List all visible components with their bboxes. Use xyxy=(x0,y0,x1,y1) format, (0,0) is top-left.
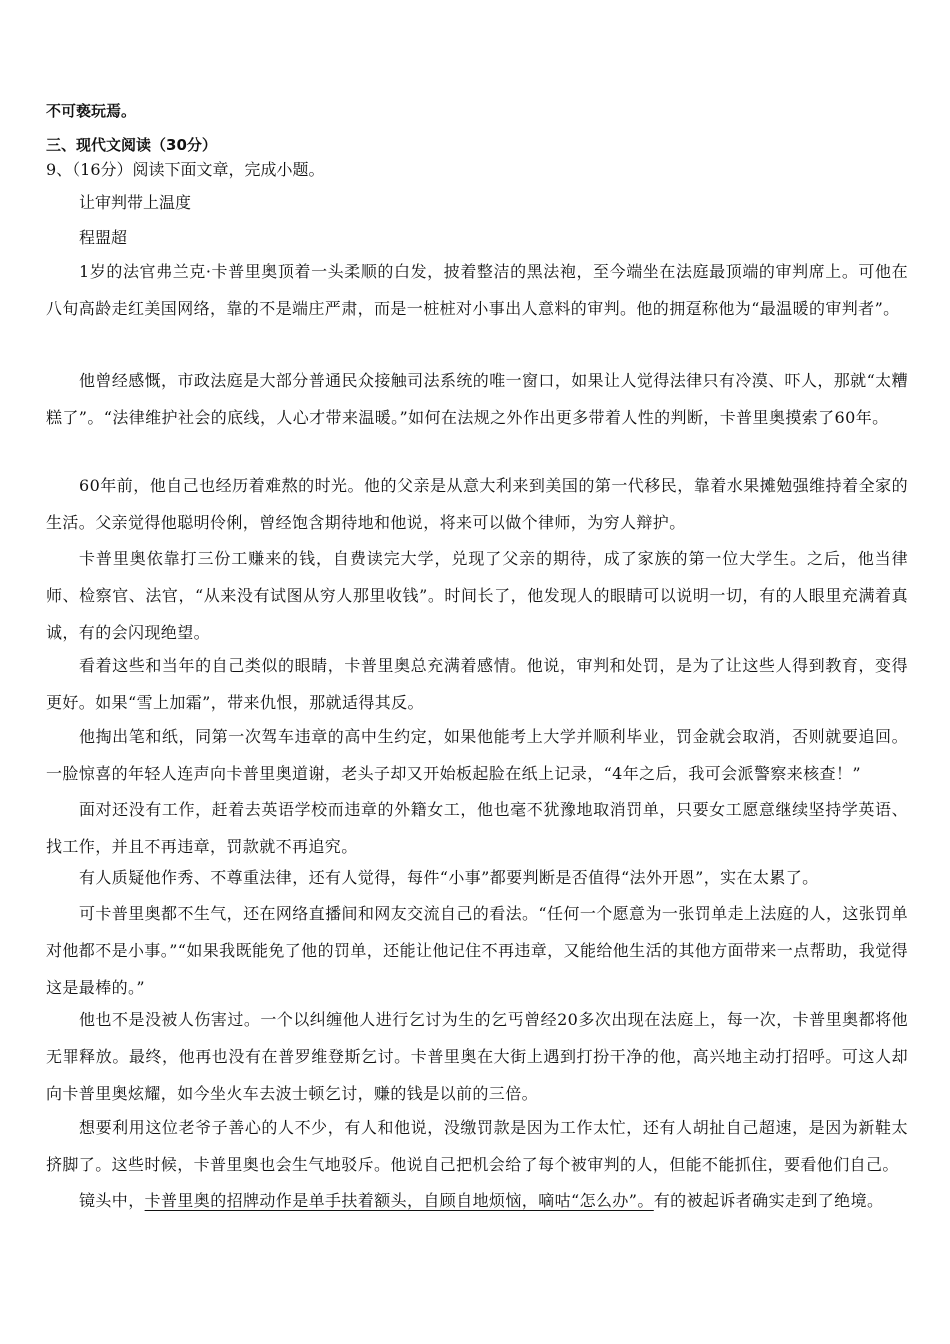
paragraph: 他掏出笔和纸，同第一次驾车违章的高中生约定，如果他能考上大学并顺利毕业，罚金就会取消，否则就要追回。一脸惊喜的年轻人连声向卡普里奥道谢，老头子却又开始板起脸在纸上记录，“4年之后，我可会派警察来核查！” xyxy=(46,727,908,783)
question-prompt: 9、（16分）阅读下面文章，完成小题。 xyxy=(46,160,325,179)
paragraph: 卡普里奥依靠打三份工赚来的钱，自费读完大学，兑现了父亲的期待，成了家族的第一位大学生。之后，他当律师、检察官、法官，“从来没有试图从穷人那里收钱”。时间长了，他发现人的眼睛可以说明一切，有的人眼里充满着真诚，有的会闪现绝望。 xyxy=(46,549,908,642)
last-para-suffix: 有的被起诉者确实走到了绝境。 xyxy=(653,1191,884,1210)
article-author: 程盟超 xyxy=(79,228,128,247)
previous-text-tail: 不可亵玩焉。 xyxy=(46,102,137,120)
paragraph: 有人质疑他作秀、不尊重法律，还有人觉得，每件“小事”都要判断是否值得“法外开恩”，实在太累了。 xyxy=(79,868,819,887)
paragraph: 60年前，他自己也经历着难熬的时光。他的父亲是从意大利来到美国的第一代移民，靠着水果摊勉强维持着全家的生活。父亲觉得他聪明伶俐，曾经饱含期待地和他说，将来可以做个律师，为穷人辩护。 xyxy=(46,476,908,532)
paragraph: 看着这些和当年的自己类似的眼睛，卡普里奥总充满着感情。他说，审判和处罚，是为了让这些人得到教育，变得更好。如果“雪上加霜”，带来仇恨，那就适得其反。 xyxy=(46,656,908,712)
paragraph: 他也不是没被人伤害过。一个以纠缠他人进行乞讨为生的乞丐曾经20多次出现在法庭上，每一次，卡普里奥都将他无罪释放。最终，他再也没有在普罗维登斯乞讨。卡普里奥在大街上遇到打扮干净的他，高兴地主动打招呼。可这人却向卡普里奥炫耀，如今坐火车去波士顿乞讨，赚的钱是以前的三倍。 xyxy=(46,1010,908,1103)
paragraph: 1岁的法官弗兰克·卡普里奥顶着一头柔顺的白发，披着整洁的黑法袍，至今端坐在法庭最顶端的审判席上。可他在八旬高龄走红美国网络，靠的不是端庄严肃，而是一桩桩对小事出人意料的审判。他的拥趸称他为“最温暖的审判者”。 xyxy=(46,262,908,318)
paragraph: 可卡普里奥都不生气，还在网络直播间和网友交流自己的看法。“任何一个愿意为一张罚单走上法庭的人，这张罚单对他都不是小事。”“如果我既能免了他的罚单，还能让他记住不再违章，又能给他生活的其他方面带来一点帮助，我觉得这是最棒的。” xyxy=(46,904,908,997)
underlined-sentence: 卡普里奥的招牌动作是单手扶着额头，自顾自地烦恼，嘀咕“怎么办”。 xyxy=(144,1191,654,1210)
section-title: 三、现代文阅读（30分） xyxy=(46,136,217,154)
paragraph: 面对还没有工作，赶着去英语学校而违章的外籍女工，他也毫不犹豫地取消罚单，只要女工愿意继续坚持学英语、找工作，并且不再违章，罚款就不再追究。 xyxy=(46,800,908,856)
article-title: 让审判带上温度 xyxy=(79,193,192,212)
paragraph-last xyxy=(46,1182,908,1219)
last-para-prefix: 镜头中， xyxy=(79,1191,145,1210)
paragraph: 他曾经感慨，市政法庭是大部分普通民众接触司法系统的唯一窗口，如果让人觉得法律只有冷漠、吓人，那就“太糟糕了”。“法律维护社会的底线，人心才带来温暖。”如何在法规之外作出更多带着人性的判断，卡普里奥摸索了60年。 xyxy=(46,371,908,427)
paragraph: 想要利用这位老爷子善心的人不少，有人和他说，没缴罚款是因为工作太忙，还有人胡扯自己超速，是因为新鞋太挤脚了。这些时候，卡普里奥也会生气地驳斥。他说自己把机会给了每个被审判的人，但能不能抓住，要看他们自己。 xyxy=(46,1118,908,1174)
